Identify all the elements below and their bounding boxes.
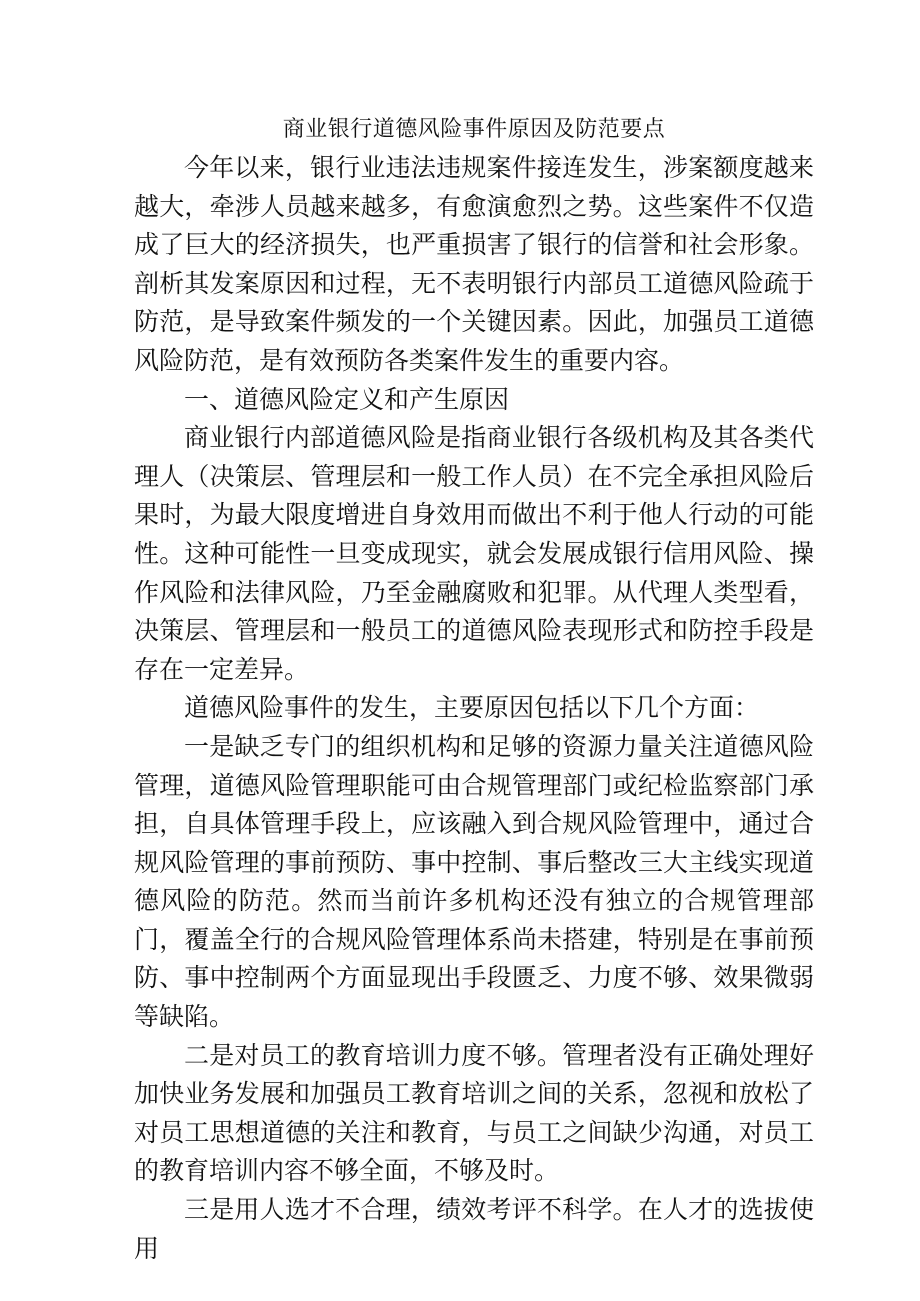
- paragraph-cause-3: 三是用人选才不合理，绩效考评不科学。在人才的选拔使用: [134, 1195, 814, 1263]
- paragraph-cause-1: 一是缺乏专门的组织机构和足够的资源力量关注道德风险管理，道德风险管理职能可由合规管理部门或纪检监察部门承担，自具体管理手段上，应该融入到合规风险管理中，通过合规风险管理的事前预防、事中控制、事后整改三大主线实现道德风险的防范。然而当前许多机构还没有独立的合规管理部门，覆盖全行的合规风险管理体系尚未搭建，特别是在事前预防、事中控制两个方面显现出手段匮乏、力度不够、效果微弱等缺陷。: [134, 731, 814, 1032]
- paragraph-cause-2: 二是对员工的教育培训力度不够。管理者没有正确处理好加快业务发展和加强员工教育培训之间的关系，忽视和放松了对员工思想道德的关注和教育，与员工之间缺少沟通，对员工的教育培训内容不够全面，不够及时。: [134, 1040, 814, 1186]
- document-body: [134, 113, 814, 1268]
- section-heading-1: 一、道德风险定义和产生原因: [184, 384, 510, 414]
- paragraph-causes-intro: 道德风险事件的发生，主要原因包括以下几个方面：: [184, 693, 760, 723]
- document-title: 商业银行道德风险事件原因及防范要点: [282, 117, 666, 142]
- paragraph-definition: 商业银行内部道德风险是指商业银行各级机构及其各类代理人（决策层、管理层和一般工作人员）在不完全承担风险后果时，为最大限度增进自身效用而做出不利于他人行动的可能性。这种可能性一旦变成现实，就会发展成银行信用风险、操作风险和法律风险，乃至金融腐败和犯罪。从代理人类型看，决策层、管理层和一般员工的道德风险表现形式和防控手段是存在一定差异。: [134, 423, 814, 684]
- paragraph-intro: 今年以来，银行业违法违规案件接连发生，涉案额度越来越大，牵涉人员越来越多，有愈演愈烈之势。这些案件不仅造成了巨大的经济损失，也严重损害了银行的信誉和社会形象。剖析其发案原因和过程，无不表明银行内部员工道德风险疏于防范，是导致案件频发的一个关键因素。因此，加强员工道德风险防范，是有效预防各类案件发生的重要内容。: [134, 153, 814, 375]
